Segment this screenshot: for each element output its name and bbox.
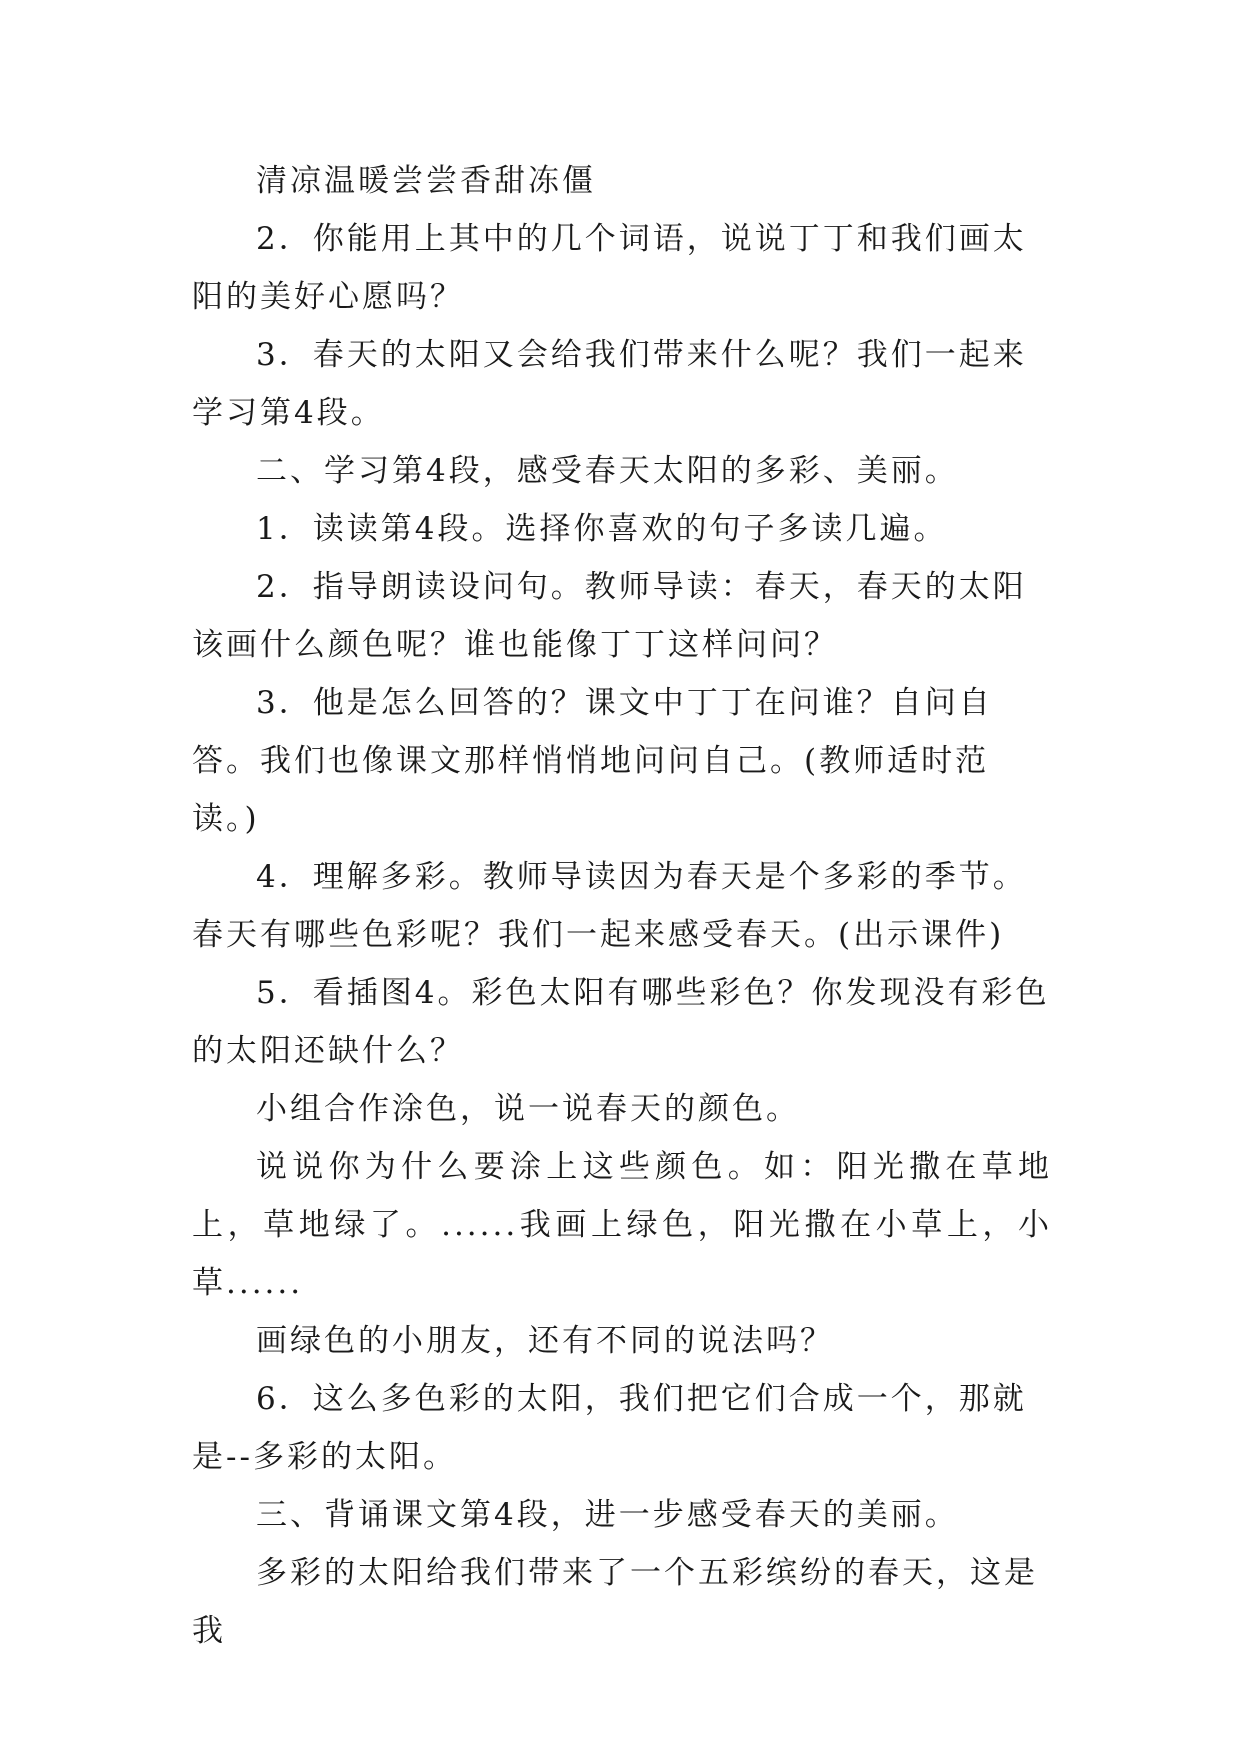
paragraph-step-6: 6．这么多色彩的太阳，我们把它们合成一个，那就是--多彩的太阳。	[192, 1381, 1027, 1475]
paragraph-explain-colors: 说说你为什么要涂上这些颜色。如：阳光撒在草地上，草地绿了。......我画上绿色，阳光撒在小草上，小草......	[192, 1149, 1052, 1301]
paragraph-step-5: 5．看插图4。彩色太阳有哪些彩色？你发现没有彩色的太阳还缺什么？	[192, 975, 1050, 1069]
paragraph-green-question: 画绿色的小朋友，还有不同的说法吗？	[256, 1323, 834, 1359]
paragraph-closing: 多彩的太阳给我们带来了一个五彩缤纷的春天，这是我	[192, 1555, 1038, 1649]
paragraph-step-4: 4．理解多彩。教师导读因为春天是个多彩的季节。春天有哪些色彩呢？我们一起来感受春天。(出示课件)	[192, 859, 1027, 953]
section-heading-3: 三、背诵课文第4段，进一步感受春天的美丽。	[256, 1497, 959, 1533]
paragraph-item-3: 3．春天的太阳又会给我们带来什么呢？我们一起来学习第4段。	[192, 337, 1027, 431]
paragraph-group-activity: 小组合作涂色，说一说春天的颜色。	[256, 1091, 800, 1127]
paragraph-step-3: 3．他是怎么回答的？课文中丁丁在问谁？自问自答。我们也像课文那样悄悄地问问自己。(教师适时范读。)	[192, 685, 993, 837]
document-body	[192, 152, 1052, 1660]
paragraph-word-list: 清凉温暖尝尝香甜冻僵	[256, 163, 596, 199]
paragraph-step-2: 2．指导朗读设问句。教师导读：春天，春天的太阳该画什么颜色呢？谁也能像丁丁这样问问？	[192, 569, 1027, 663]
section-heading-2: 二、学习第4段，感受春天太阳的多彩、美丽。	[256, 453, 959, 489]
paragraph-step-1: 1．读读第4段。选择你喜欢的句子多读几遍。	[256, 511, 948, 547]
paragraph-item-2: 2．你能用上其中的几个词语，说说丁丁和我们画太阳的美好心愿吗？	[192, 221, 1027, 315]
